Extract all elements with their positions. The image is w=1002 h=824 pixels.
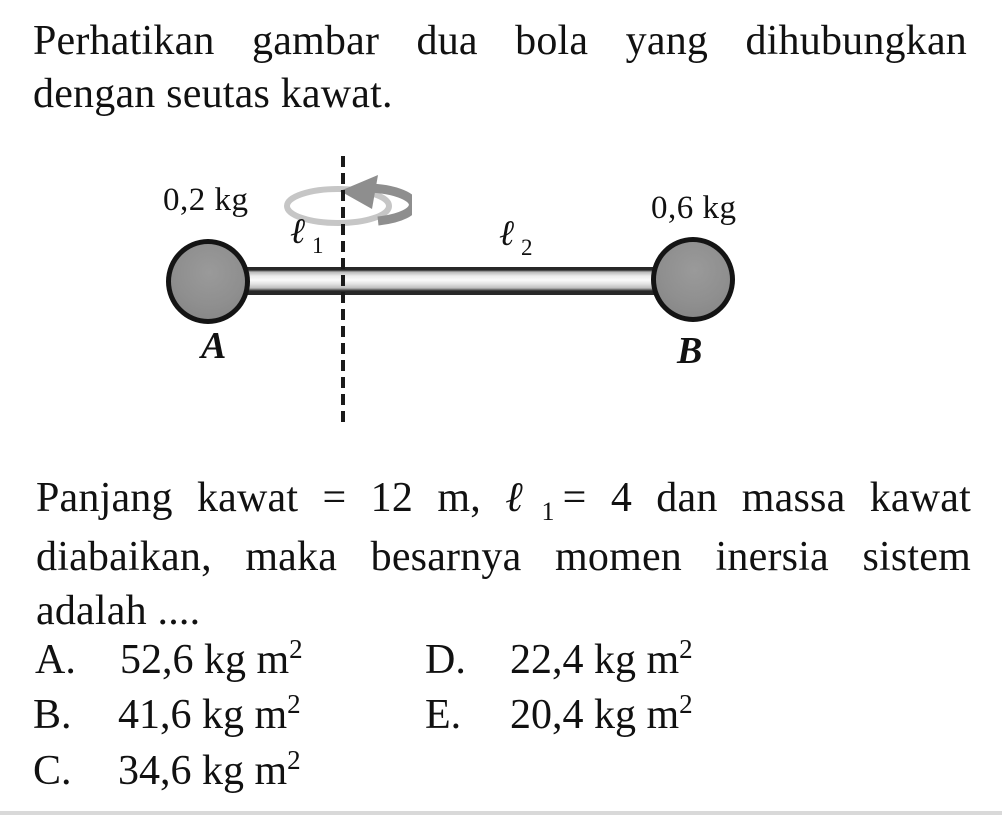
option-b-superscript: 2	[287, 689, 301, 719]
problem-statement	[33, 15, 967, 121]
option-a	[35, 633, 303, 688]
option-d-value: 22,4 kg m	[510, 637, 680, 683]
option-e-value: 20,4 kg m	[510, 692, 680, 738]
option-c	[33, 744, 301, 799]
title-line-1: Perhatikan gambar dua bola yang dihubungkan	[33, 18, 967, 64]
option-d-letter: D.	[425, 637, 466, 683]
question-line-1-suffix: = 4 dan massa kawat	[562, 475, 971, 521]
ball-a	[166, 239, 250, 324]
ball-b	[651, 237, 735, 322]
length-2-label	[499, 212, 533, 260]
option-e-superscript: 2	[679, 689, 693, 719]
option-c-letter: C.	[33, 748, 72, 794]
length-2-subscript: 2	[521, 235, 533, 260]
option-c-value: 34,6 kg m	[118, 748, 288, 794]
rotation-axis-line	[341, 156, 345, 424]
mass-label-a: 0,2 kg	[163, 182, 249, 218]
title-line-2: dengan seutas kawat.	[33, 71, 393, 117]
option-e-letter: E.	[425, 692, 462, 738]
option-a-value: 52,6 kg m	[120, 637, 290, 683]
ball-b-name: B	[677, 330, 703, 372]
ball-a-name: A	[201, 325, 227, 367]
wire	[243, 267, 657, 295]
question-text	[36, 471, 971, 638]
option-b-letter: B.	[33, 692, 72, 738]
question-line-3: adalah ....	[36, 588, 201, 634]
option-c-superscript: 2	[287, 745, 301, 775]
question-line-1	[36, 471, 971, 530]
length-symbol: ℓ	[505, 475, 537, 521]
length-2-symbol: ℓ	[499, 213, 514, 253]
mass-label-b: 0,6 kg	[651, 190, 737, 226]
length-1-label	[290, 210, 324, 258]
option-a-superscript: 2	[289, 634, 303, 664]
option-a-letter: A.	[35, 637, 76, 683]
two-ball-wire-diagram	[0, 140, 1002, 440]
length-subscript: 1	[541, 497, 555, 526]
option-b	[33, 688, 301, 743]
length-1-subscript: 1	[312, 233, 324, 258]
option-e	[425, 688, 693, 743]
scan-artifact-line	[0, 811, 1002, 815]
option-d	[425, 633, 693, 688]
question-line-2: diabaikan, maka besarnya momen inersia sistem	[36, 534, 971, 580]
length-1-symbol: ℓ	[290, 211, 305, 251]
option-d-superscript: 2	[679, 634, 693, 664]
question-line-1-prefix: Panjang kawat = 12 m,	[36, 475, 481, 521]
option-b-value: 41,6 kg m	[118, 692, 288, 738]
